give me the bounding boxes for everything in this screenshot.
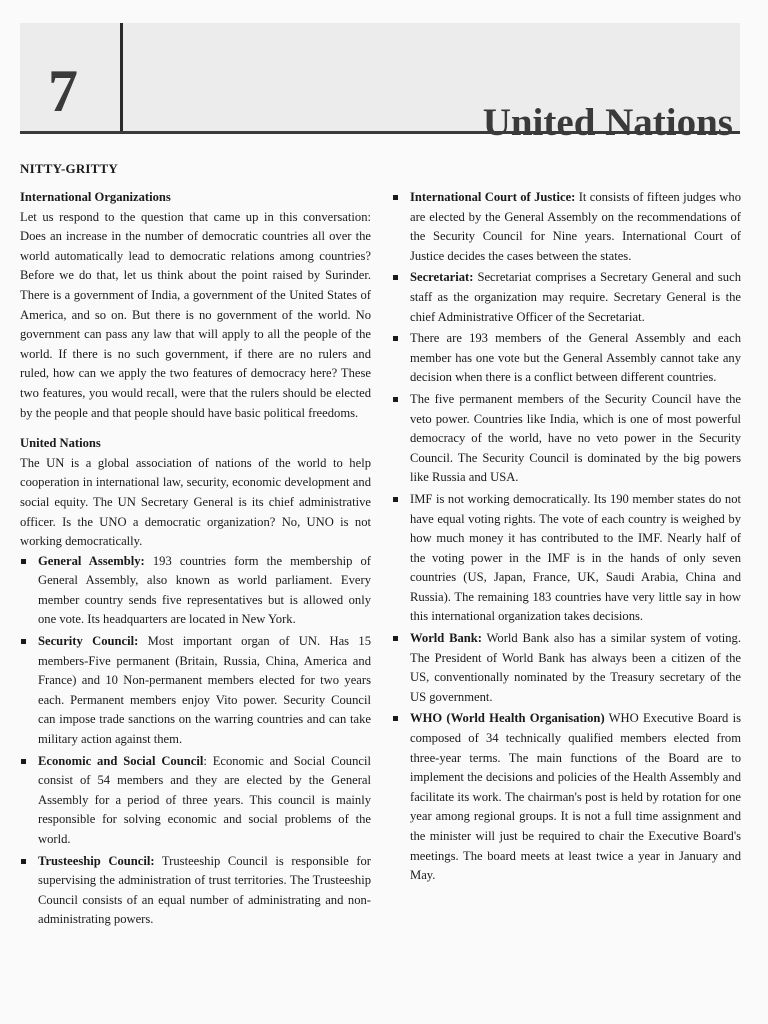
bullet-icon: [393, 195, 398, 200]
list-item: [20, 632, 371, 750]
bullet-text: Trusteeship Council is responsible for supervising the administration of trust territories. The Trusteeship Council consists of an equal number of administrating and non-administrating powers.: [38, 853, 372, 927]
bullet-label: International Court of Justice:: [410, 190, 576, 204]
chapter-header: [20, 23, 740, 144]
header-vertical-rule: [120, 23, 123, 134]
bullet-text: It consists of fifteen judges who are elected by the General Assembly on the recommendations of the Security Council for Nine years. International Court of Justice decides the cases between the states.: [410, 190, 741, 263]
list-item: [392, 268, 741, 327]
list-item: [392, 490, 741, 627]
bullet-text: IMF is not working democratically. Its 190 member states do not have equal voting rights. The vote of each country is weighed by how much money it has contributed to the IMF. Nearly half of the voting power in the IMF is in the hands of only seven countries (US, Japan, France, UK, Saudi Arabia, China and Russia). The remaining 183 countries have very little say in how this international organization takes decisions.: [410, 491, 741, 624]
left-column: [20, 188, 371, 932]
list-item: [20, 852, 371, 930]
bullet-icon: [21, 859, 26, 864]
bullet-icon: [393, 716, 398, 721]
chapter-title: United Nations: [482, 101, 733, 144]
bullet-icon: [393, 397, 398, 402]
section-heading: NITTY-GRITTY: [20, 161, 119, 176]
united-nations-paragraph: The UN is a global association of nations of the world to help cooperation in international law, security, economic development and social equity. The UN Secretary General is its chief administrative officer. Is the UNO a democratic organization? No, UNO is not working democratically.: [20, 455, 371, 549]
bullet-label: Secretariat:: [410, 270, 474, 285]
bullet-label: World Bank:: [410, 631, 482, 646]
bullet-label: Economic and Social Council: [38, 753, 204, 768]
bullet-text: Secretariat comprises a Secretary General and such staff as the organization may require. Secretary General is the chief Administrative Officer of the Secretariat.: [410, 270, 741, 324]
bullet-icon: [393, 336, 398, 341]
bullet-icon: [393, 636, 398, 641]
list-item: [20, 552, 371, 630]
bullet-text: World Bank also has a similar system of voting. The President of World Bank has always been a citizen of the US, conventionally nominated by the Treasury secretary of the US government.: [410, 631, 741, 704]
bullet-label: Trusteeship Council:: [38, 853, 155, 868]
chapter-number: 7: [48, 58, 78, 124]
list-item: [392, 329, 741, 388]
bullet-icon: [393, 275, 398, 280]
right-column: [392, 188, 741, 888]
bullet-text: 193 countries form the membership of General Assembly, also known as world parliament. Every member country sends five representatives but is allowed only one vote. Its headquarters are located in New York.: [38, 553, 371, 627]
intl-orgs-paragraph: Let us respond to the question that came up in this conversation: Does an increase in the number of democratic countries all over the world automatically lead to democratic relations among countries? Before we do that, let us think about the point raised by Surinder. There is a government of India, a government of the United States of America, and so on. But there is no government of the world. No government can pass any law that will apply to all the people of the world. If there is no such government, if there are no rulers and ruled, how can we apply the two features of democracy here? These two features, you would recall, were that the rulers should be elected by the people and that people should have basic political freedoms.: [20, 209, 371, 420]
list-item: [392, 629, 741, 707]
bullet-icon: [21, 759, 26, 764]
bullet-text: The five permanent members of the Security Council have the veto power. Countries like India, which is one of most powerful democracy of the world, have no veto power in the Security Council. The Security Council is dominated by the big powers like Russia and USA.: [410, 391, 741, 485]
bullet-text: Most important organ of UN. Has 15 members-Five permanent (Britain, Russia, China, America and France) and 10 Non-permanent members elected for two years each. Permanent members enjoy Vito power. Security Council can impose trade sanctions on the warring countries and can take military action against them.: [38, 634, 371, 747]
bullet-label: WHO (World Health Organisation): [410, 711, 605, 726]
right-bullet-list: [392, 188, 741, 886]
left-bullet-list: [20, 552, 371, 930]
list-item: [392, 188, 741, 266]
bullet-text: WHO Executive Board is composed of 34 technically qualified members elected from three-year terms. The main functions of the Board are to implement the decisions and policies of the Health Assembly and facilitate its work. The chairman's post is held by rotation for one year among regional groups. It is not a full time assignment and the minister will just be required to chair the Executive Board's meetings. The board meets at least twice a year in January and May.: [410, 711, 741, 883]
bullet-text: There are 193 members of the General Assembly and each member has one vote but the General Assembly cannot take any decision when there is a conflict between different countries.: [410, 331, 741, 385]
list-item: [392, 390, 741, 488]
bullet-icon: [393, 497, 398, 502]
intl-orgs-heading: International Organizations: [20, 190, 171, 204]
bullet-label: Security Council:: [38, 634, 139, 649]
bullet-icon: [21, 639, 26, 644]
bullet-text: : Economic and Social Council consist of 54 members and they are elected by the General Assembly for a period of three years. This council is mainly responsible for solving economic and social problems of the world.: [38, 753, 371, 846]
list-item: [392, 709, 741, 885]
united-nations-heading: United Nations: [20, 436, 101, 451]
bullet-icon: [21, 559, 26, 564]
bullet-label: General Assembly:: [38, 553, 145, 568]
list-item: [20, 752, 371, 850]
